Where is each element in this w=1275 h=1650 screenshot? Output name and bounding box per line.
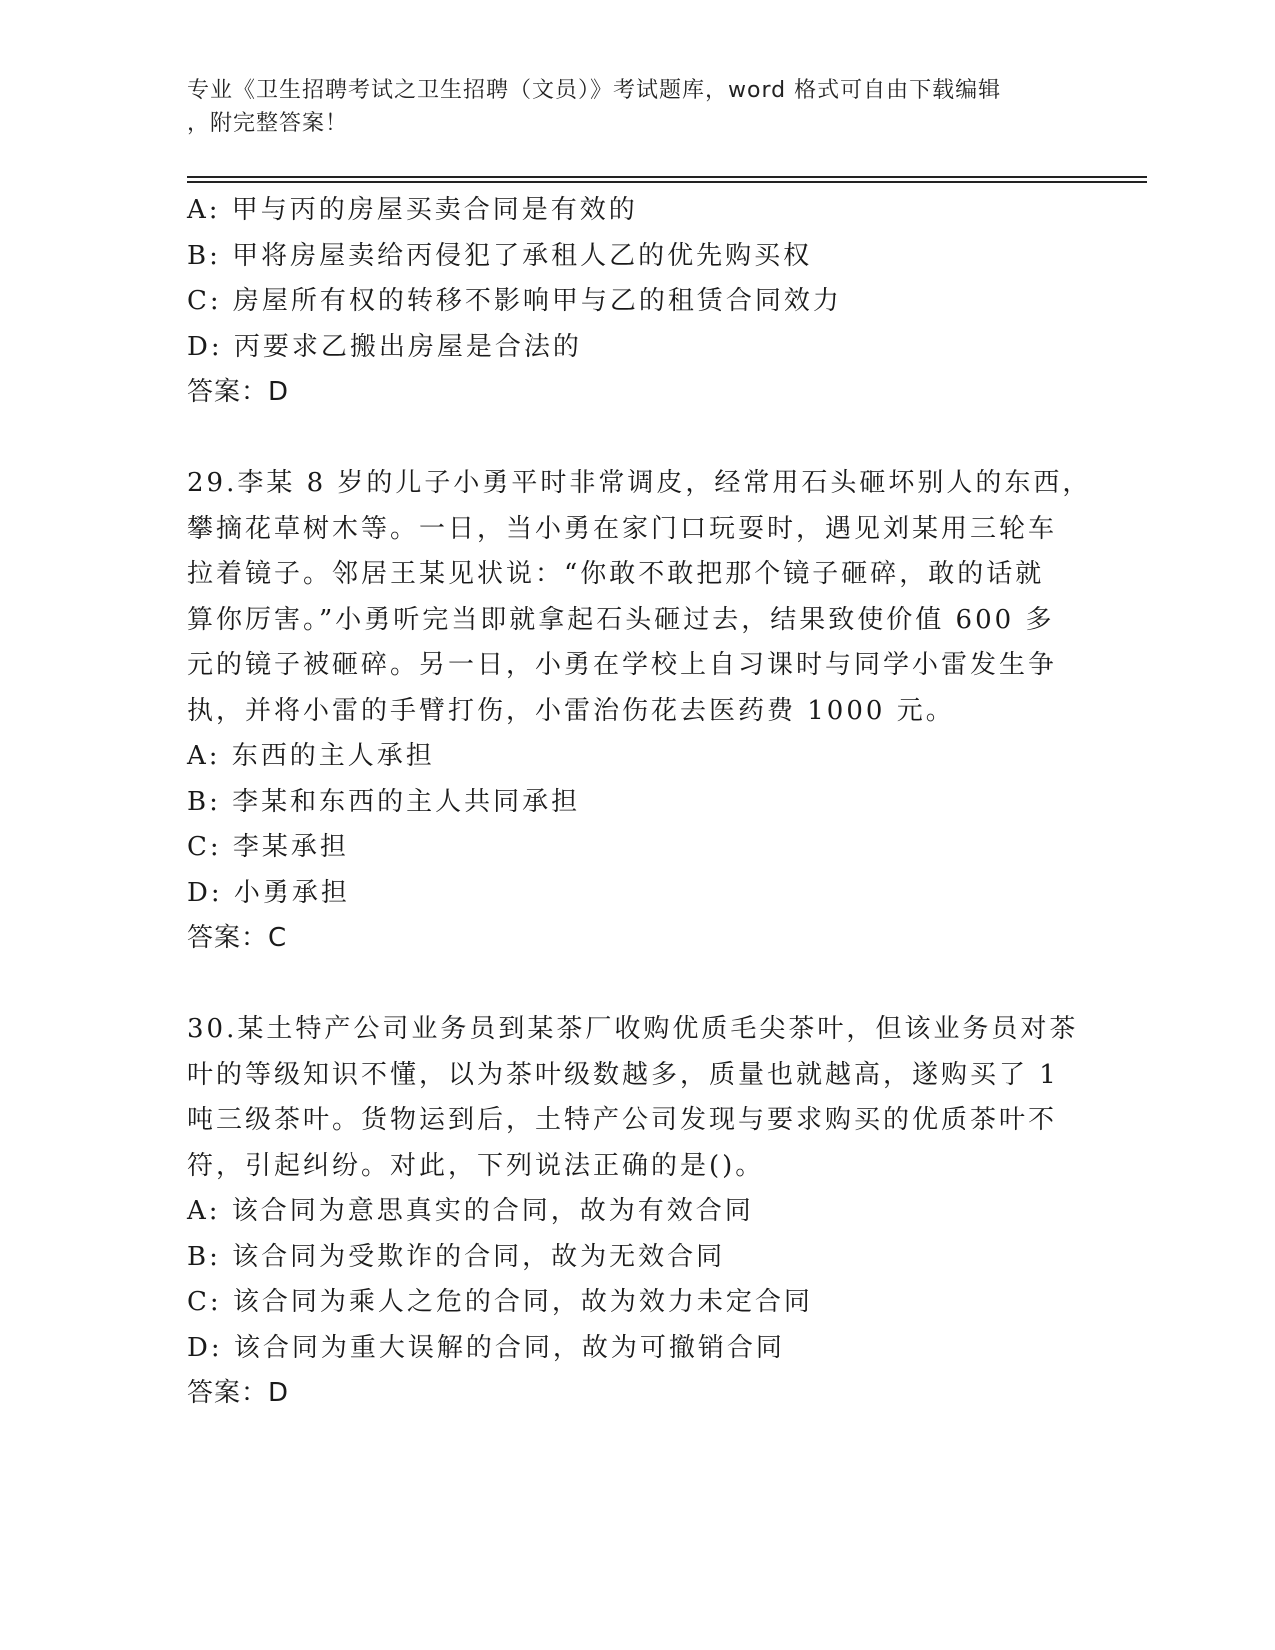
option-c: C: 该合同为乘人之危的合同，故为效力未定合同 <box>187 1287 813 1317</box>
question-body <box>187 188 1092 1417</box>
spacer <box>187 416 1087 462</box>
option-b: B: 李某和东西的主人共同承担 <box>187 786 581 817</box>
question-stem-line: 拉着镜子。邻居王某见状说：“你敢不敢把那个镜子砸碎，敢的话就 <box>187 559 1045 589</box>
question-stem-line: 攀摘花草树木等。一日，当小勇在家门口玩耍时，遇见刘某用三轮车 <box>187 513 1058 544</box>
question-stem-line: 符，引起纠纷。对此，下列说法正确的是()。 <box>187 1150 765 1181</box>
answer-line: 答案：D <box>187 1378 290 1408</box>
question-stem-line: 29.李某 8 岁的儿子小勇平时非常调皮，经常用石头砸坏别人的东西， <box>187 468 1092 498</box>
header-title-line-1: 专业《卫生招聘考试之卫生招聘（文员）》考试题库，word 格式可自由下载编辑 <box>187 78 1002 103</box>
header-title-line-2: ，附完整答案！ <box>187 111 349 136</box>
question-stem-line: 吨三级茶叶。货物运到后，土特产公司发现与要求购买的优质茶叶不 <box>187 1105 1058 1135</box>
header-divider-bottom <box>187 181 1147 183</box>
header-divider-top <box>187 176 1147 178</box>
question-30 <box>187 1007 1087 1417</box>
option-b: B: 该合同为受欺诈的合同，故为无效合同 <box>187 1241 726 1272</box>
option-c: C: 李某承担 <box>187 832 349 862</box>
question-stem-line: 叶的等级知识不懂，以为茶叶级数越多，质量也就越高，遂购买了 1 <box>187 1059 1059 1090</box>
answer-line: 答案：C <box>187 923 288 953</box>
question-stem-line: 30.某土特产公司业务员到某茶厂收购优质毛尖茶叶，但该业务员对茶 <box>187 1014 1079 1044</box>
spacer <box>187 962 1087 1008</box>
answer-line: 答案：D <box>187 377 290 407</box>
question-29 <box>187 461 1092 962</box>
option-c: C: 房屋所有权的转移不影响甲与乙的租赁合同效力 <box>187 286 842 316</box>
question-28-continued <box>187 188 1087 416</box>
option-a: A: 东西的主人承担 <box>187 741 435 771</box>
option-d: D: 小勇承担 <box>187 877 350 908</box>
option-a: A: 该合同为意思真实的合同，故为有效合同 <box>187 1196 754 1226</box>
question-stem-line: 算你厉害。”小勇听完当即就拿起石头砸过去，结果致使价值 600 多 <box>187 604 1055 635</box>
document-header <box>187 74 1067 140</box>
option-b: B: 甲将房屋卖给丙侵犯了承租人乙的优先购买权 <box>187 240 813 271</box>
option-d: D: 该合同为重大误解的合同，故为可撤销合同 <box>187 1332 785 1363</box>
question-stem-line: 元的镜子被砸碎。另一日，小勇在学校上自习课时与同学小雷发生争 <box>187 650 1058 680</box>
question-stem-line: 执，并将小雷的手臂打伤，小雷治伤花去医药费 1000 元。 <box>187 695 955 726</box>
option-a: A: 甲与丙的房屋买卖合同是有效的 <box>187 195 638 225</box>
option-d: D: 丙要求乙搬出房屋是合法的 <box>187 331 582 362</box>
